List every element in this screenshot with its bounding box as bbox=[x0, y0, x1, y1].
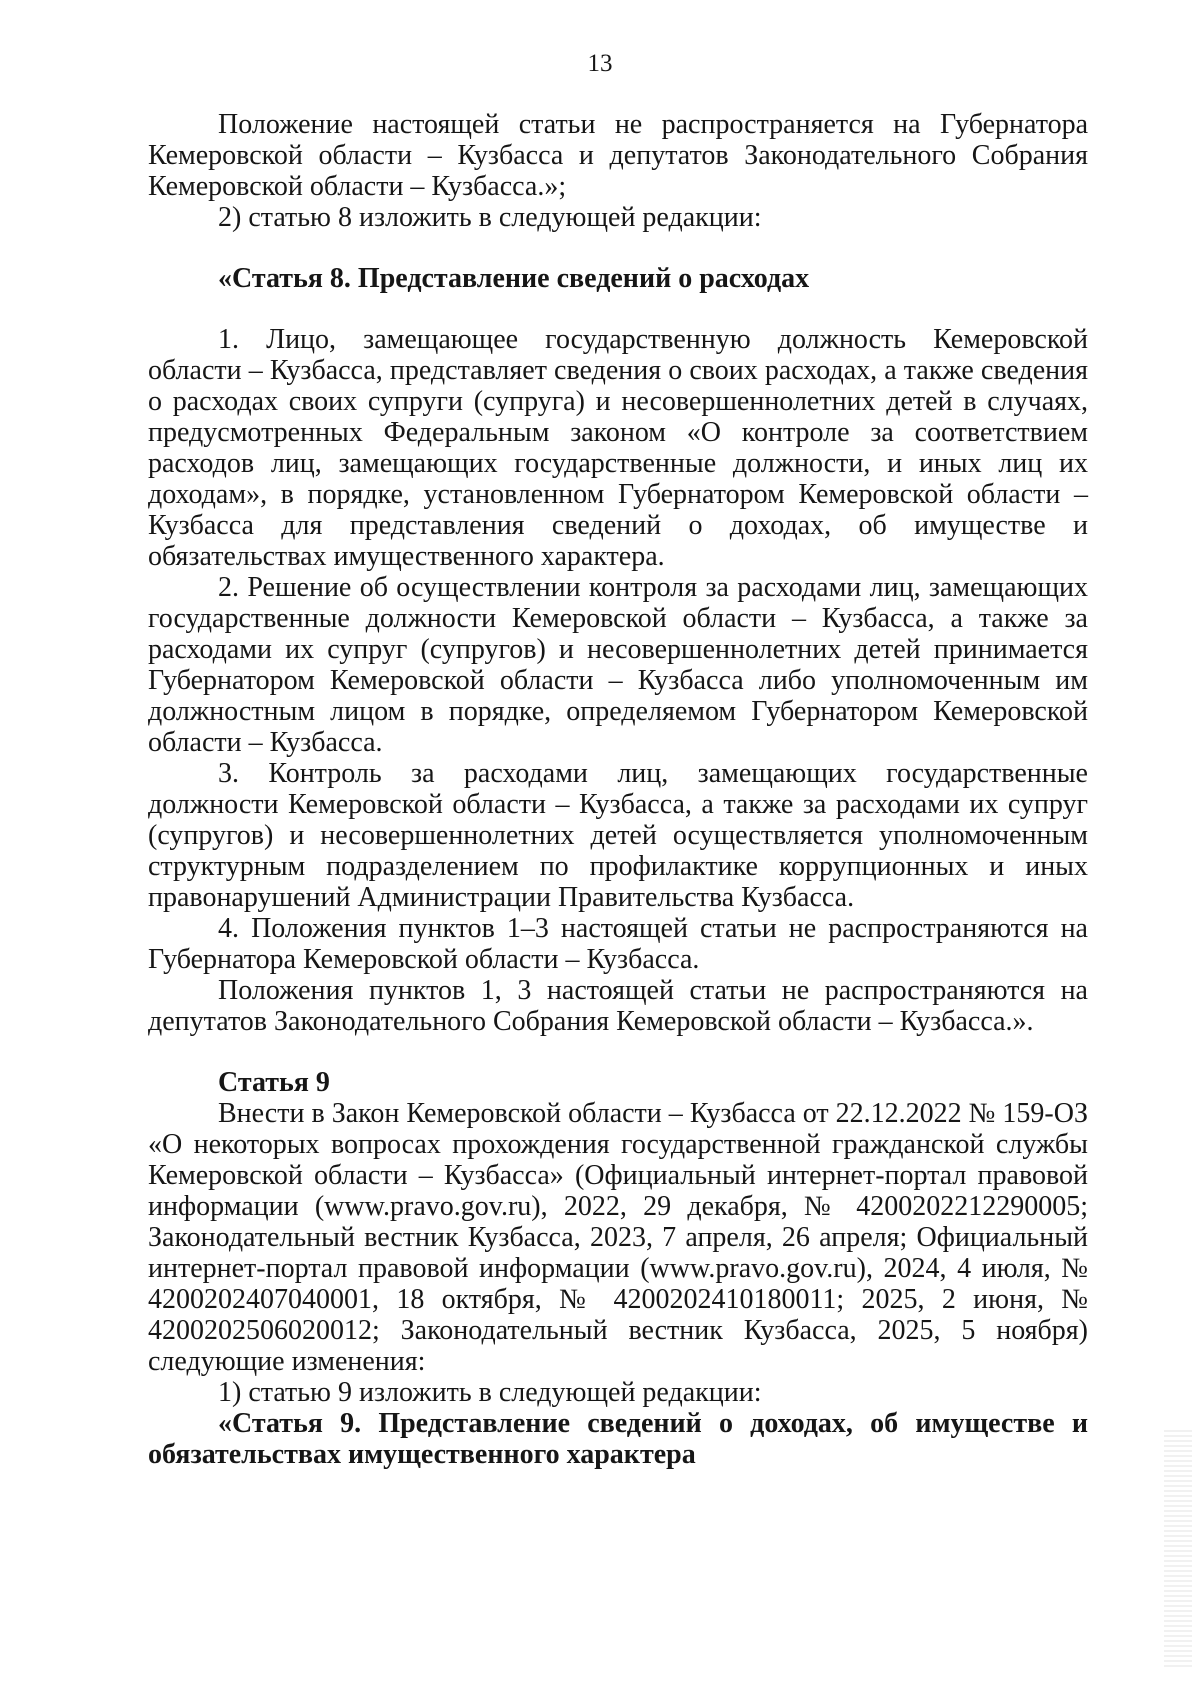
article-8-item-4: 4. Положения пунктов 1–3 настоящей статьи не распространяются на Губернатора Кемеровской области – Кузбасса. bbox=[148, 913, 1088, 975]
heading-article-9: Статья 9 bbox=[218, 1067, 330, 1098]
page-number: 13 bbox=[587, 50, 613, 77]
paragraph-amend-article-8: 2) статью 8 изложить в следующей редакции: bbox=[218, 202, 762, 233]
article-9-intro: Внести в Закон Кемеровской области – Кузбасса от 22.12.2022 № 159-ОЗ «О некоторых вопросах прохождения государственной гражданской службы Кемеровской области – Кузбасса» (Официальный интернет-портал правовой информации (www.pravo.gov.ru), 2022, 29 декабря, № 4200202212290005; Законодательный вестник Кузбасса, 2023, 7 апреля, 26 апреля; Официальный интернет-портал правовой информации (www.pravo.gov.ru), 2024, 4 июля, № 4200202407040001, 18 октября, № 4200202410180011; 2025, 2 июня, № 4200202506020012; Законодательный вестник Кузбасса, 2025, 5 ноября) следующие изменения: bbox=[148, 1098, 1088, 1377]
heading-article-8: «Статья 8. Представление сведений о расходах bbox=[218, 263, 810, 294]
article-8-item-2: 2. Решение об осуществлении контроля за расходами лиц, замещающих государственные должности Кемеровской области – Кузбасса, а также за расходами их супруг (супругов) и несовершеннолетних детей принимается Губернатором Кемеровской области – Кузбасса либо уполномоченным им должностным лицом в порядке, определяемом Губернатором Кемеровской области – Кузбасса. bbox=[148, 572, 1088, 758]
article-8-item-4-second: Положения пунктов 1, 3 настоящей статьи не распространяются на депутатов Законодательного Собрания Кемеровской области – Кузбасса.». bbox=[148, 975, 1088, 1037]
article-8-item-3: 3. Контроль за расходами лиц, замещающих государственные должности Кемеровской области – Кузбасса, а также за расходами их супруг (супругов) и несовершеннолетних детей осуществляется уполномоченным структурным подразделением по профилактике коррупционных и иных правонарушений Администрации Правительства Кузбасса. bbox=[148, 758, 1088, 913]
article-9-item-1: 1) статью 9 изложить в следующей редакции: bbox=[218, 1377, 762, 1408]
article-8-item-1: 1. Лицо, замещающее государственную должность Кемеровской области – Кузбасса, представляет сведения о своих расходах, а также сведения о расходах своих супруги (супруга) и несовершеннолетних детей в случаях, предусмотренных Федеральным законом «О контроле за соответствием расходов лиц, замещающих государственные должности, и иных лиц их доходам», в порядке, установленном Губернатором Кемеровской области – Кузбасса для представления сведений о доходах, об имуществе и обязательствах имущественного характера. bbox=[148, 324, 1088, 572]
scan-edge-artifact bbox=[1164, 1430, 1192, 1670]
document-body bbox=[148, 109, 1088, 1470]
paragraph-governor-exception: Положение настоящей статьи не распространяется на Губернатора Кемеровской области – Кузбасса и депутатов Законодательного Собрания Кемеровской области – Кузбасса.»; bbox=[148, 109, 1088, 202]
heading-new-article-9: «Статья 9. Представление сведений о доходах, об имуществе и обязательствах имущественного характера bbox=[148, 1408, 1088, 1470]
